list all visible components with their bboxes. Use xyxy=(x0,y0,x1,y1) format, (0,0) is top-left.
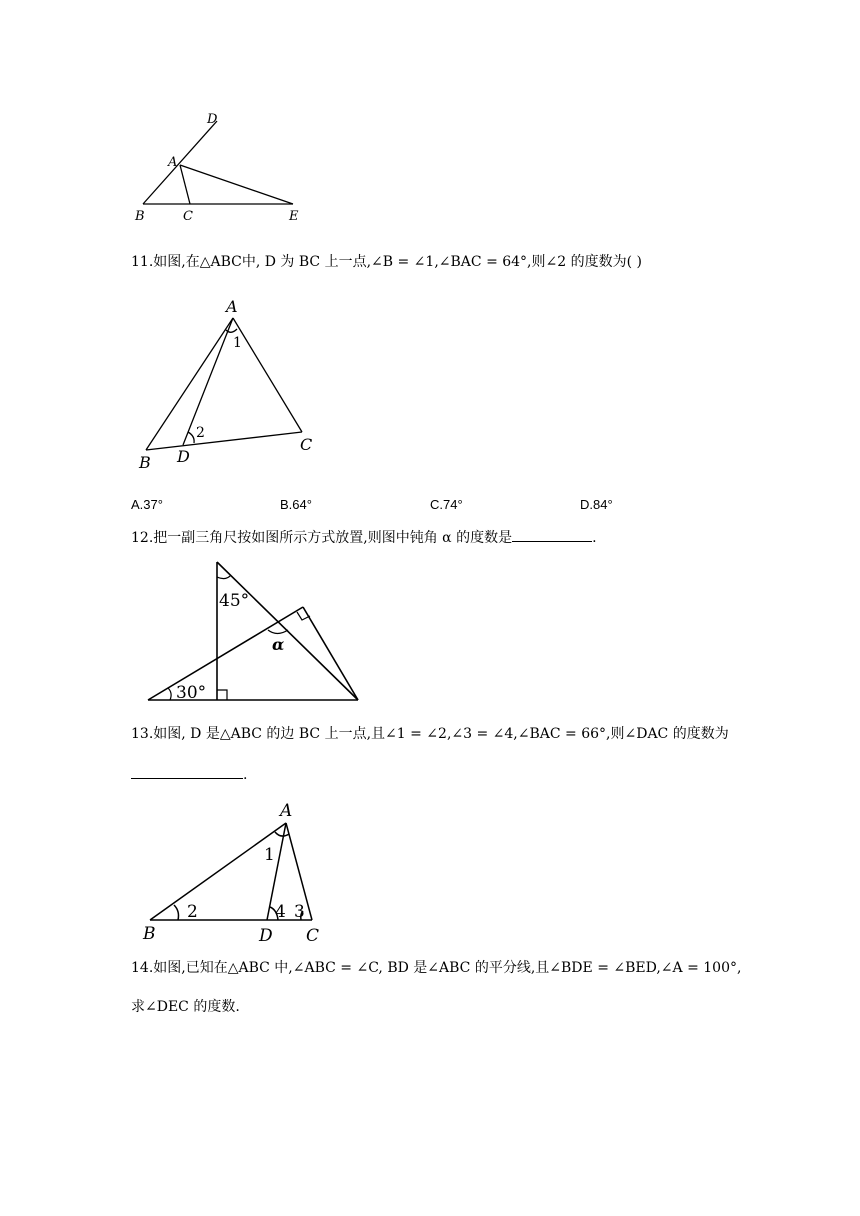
q11-option-c: C.74° xyxy=(430,497,463,512)
line-bd xyxy=(143,121,217,204)
q13-answer-line xyxy=(131,764,247,785)
angle-label-30: 30° xyxy=(176,683,207,703)
label-a: A xyxy=(280,801,293,821)
right-angle-mark-bottom xyxy=(217,690,227,700)
q12-end: . xyxy=(592,530,597,546)
q12-set-squares-diagram xyxy=(140,557,370,712)
label-c: C xyxy=(300,435,313,454)
line-ae xyxy=(180,165,293,204)
angle-label-2: 2 xyxy=(187,902,198,922)
label-d: D xyxy=(177,447,190,466)
label-c: C xyxy=(183,209,193,224)
q11-text: 11.如图,在△ABC中, D 为 BC 上一点,∠B = ∠1,∠BAC = 64°,则∠2 的度数为( ) xyxy=(131,254,642,270)
label-a: A xyxy=(226,297,238,316)
side-ab xyxy=(150,823,286,920)
label-b: B xyxy=(139,453,151,472)
q11-question xyxy=(131,252,642,272)
angle-alpha-arc xyxy=(268,630,288,634)
label-b: B xyxy=(143,924,156,944)
q12-text: 12.把一副三角尺按如图所示方式放置,则图中钝角 α 的度数是 xyxy=(131,530,513,546)
side-ac xyxy=(233,318,302,432)
q11-triangle-diagram xyxy=(130,290,345,480)
angle-label-2: 2 xyxy=(196,425,205,441)
angle-30-arc xyxy=(168,688,171,700)
angle-label-1: 1 xyxy=(264,845,275,865)
q13-text: 13.如图, D 是△ABC 的边 BC 上一点,且∠1 = ∠2,∠3 = ∠4,∠BAC = 66°,则∠DAC 的度数为 xyxy=(131,726,729,742)
angle-2-arc xyxy=(188,432,194,443)
angle-1-arc xyxy=(226,329,237,332)
angle-label-1: 1 xyxy=(233,335,242,351)
angle-label-45: 45° xyxy=(219,591,250,611)
q14-text-1: 14.如图,已知在△ABC 中,∠ABC = ∠C, BD 是∠ABC 的平分线,且∠BDE = ∠BED,∠A = 100°, xyxy=(131,960,742,976)
q11-option-d: D.84° xyxy=(580,497,613,512)
q14-question-line2 xyxy=(131,997,240,1017)
angle-2-arc xyxy=(174,905,179,920)
label-a: A xyxy=(168,155,178,170)
figure-1-diagram xyxy=(125,105,325,230)
q13-end: . xyxy=(243,767,248,783)
q14-question-line1 xyxy=(131,958,741,978)
angle-1-arc xyxy=(275,832,289,836)
angle-45-arc xyxy=(217,575,231,579)
angle-label-3: 3 xyxy=(294,902,305,922)
label-c: C xyxy=(306,926,320,946)
label-b: B xyxy=(135,209,145,224)
angle-label-4: 4 xyxy=(275,902,286,922)
label-e: E xyxy=(289,209,299,224)
q12-answer-blank[interactable] xyxy=(512,527,592,542)
q11-option-a: A.37° xyxy=(131,497,163,512)
side-bc xyxy=(146,432,302,450)
label-d: D xyxy=(207,112,218,127)
q13-question xyxy=(131,724,729,744)
q11-option-b: B.64° xyxy=(280,497,312,512)
line-ac xyxy=(180,165,190,204)
q14-text-2: 求∠DEC 的度数. xyxy=(131,999,240,1015)
q13-triangle-diagram xyxy=(140,795,340,950)
q12-question xyxy=(131,527,597,548)
angle-label-alpha: α xyxy=(272,635,285,654)
label-d: D xyxy=(259,926,273,946)
q13-answer-blank[interactable] xyxy=(131,764,243,779)
